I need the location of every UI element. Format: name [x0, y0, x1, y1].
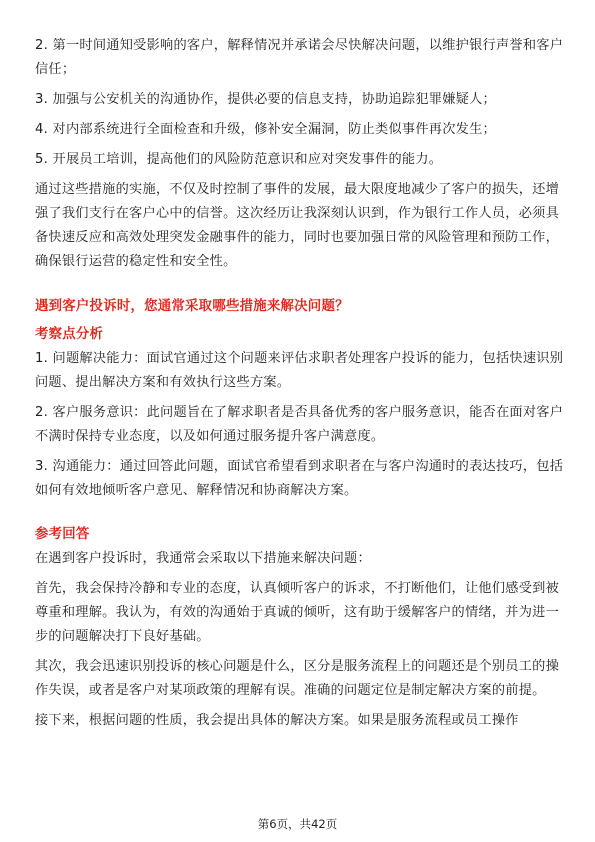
question-heading: 遇到客户投诉时，您通常采取哪些措施来解决问题？ [35, 299, 349, 314]
answer-heading: 参考回答 [35, 527, 90, 542]
analysis-item-3: 3. 沟通能力：通过回答此问题，面试官希望看到求职者在与客户沟通时的表达技巧，包括如何有效地倾听客户意见、解释情况和协商解决方案。 [35, 459, 564, 498]
analysis-item-1: 1. 问题解决能力：面试官通过这个问题来评估求职者处理客户投诉的能力，包括快速识别问题、提出解决方案和有效执行这些方案。 [35, 351, 564, 390]
page-footer: 第6页，共42页 [257, 817, 338, 831]
answer-paragraph-4: 接下来，根据问题的性质，我会提出具体的解决方案。如果是服务流程或员工操作 [35, 713, 519, 728]
answer-paragraph-3: 其次，我会迅速识别投诉的核心问题是什么，区分是服务流程上的问题还是个别员工的操作失误，或者是客户对某项政策的理解有误。准确的问题定位是制定解决方案的前提。 [35, 659, 560, 698]
answer-paragraph-1: 在遇到客户投诉时，我通常会采取以下措施来解决问题： [35, 551, 371, 566]
intro-item-2: 2. 第一时间通知受影响的客户，解释情况并承诺会尽快解决问题，以维护银行声誉和客户信任； [35, 38, 564, 77]
analysis-item-2: 2. 客户服务意识：此问题旨在了解求职者是否具备优秀的客户服务意识，能否在面对客户不满时保持专业态度，以及如何通过服务提升客户满意度。 [35, 405, 564, 444]
document-page [35, 0, 565, 733]
analysis-heading: 考察点分析 [35, 327, 104, 342]
intro-item-5: 5. 开展员工培训，提高他们的风险防范意识和应对突发事件的能力。 [35, 152, 443, 167]
answer-paragraph-2: 首先，我会保持冷静和专业的态度，认真倾听客户的诉求，不打断他们，让他们感受到被尊重和理解。我认为，有效的沟通始于真诚的倾听，这有助于缓解客户的情绪，并为进一步的问题解决打下良好基础。 [35, 581, 560, 644]
intro-item-3: 3. 加强与公安机关的沟通协作，提供必要的信息支持，协助追踪犯罪嫌疑人； [35, 92, 496, 107]
summary-paragraph: 通过这些措施的实施，不仅及时控制了事件的发展，最大限度地减少了客户的损失，还增强了我们支行在客户心中的信誉。这次经历让我深刻认识到，作为银行工作人员，必须具备快速反应和高效处理突发金融事件的能力，同时也要加强日常的风险管理和预防工作，确保银行运营的稳定性和安全性。 [35, 182, 560, 269]
intro-item-4: 4. 对内部系统进行全面检查和升级，修补安全漏洞，防止类似事件再次发生； [35, 122, 496, 137]
